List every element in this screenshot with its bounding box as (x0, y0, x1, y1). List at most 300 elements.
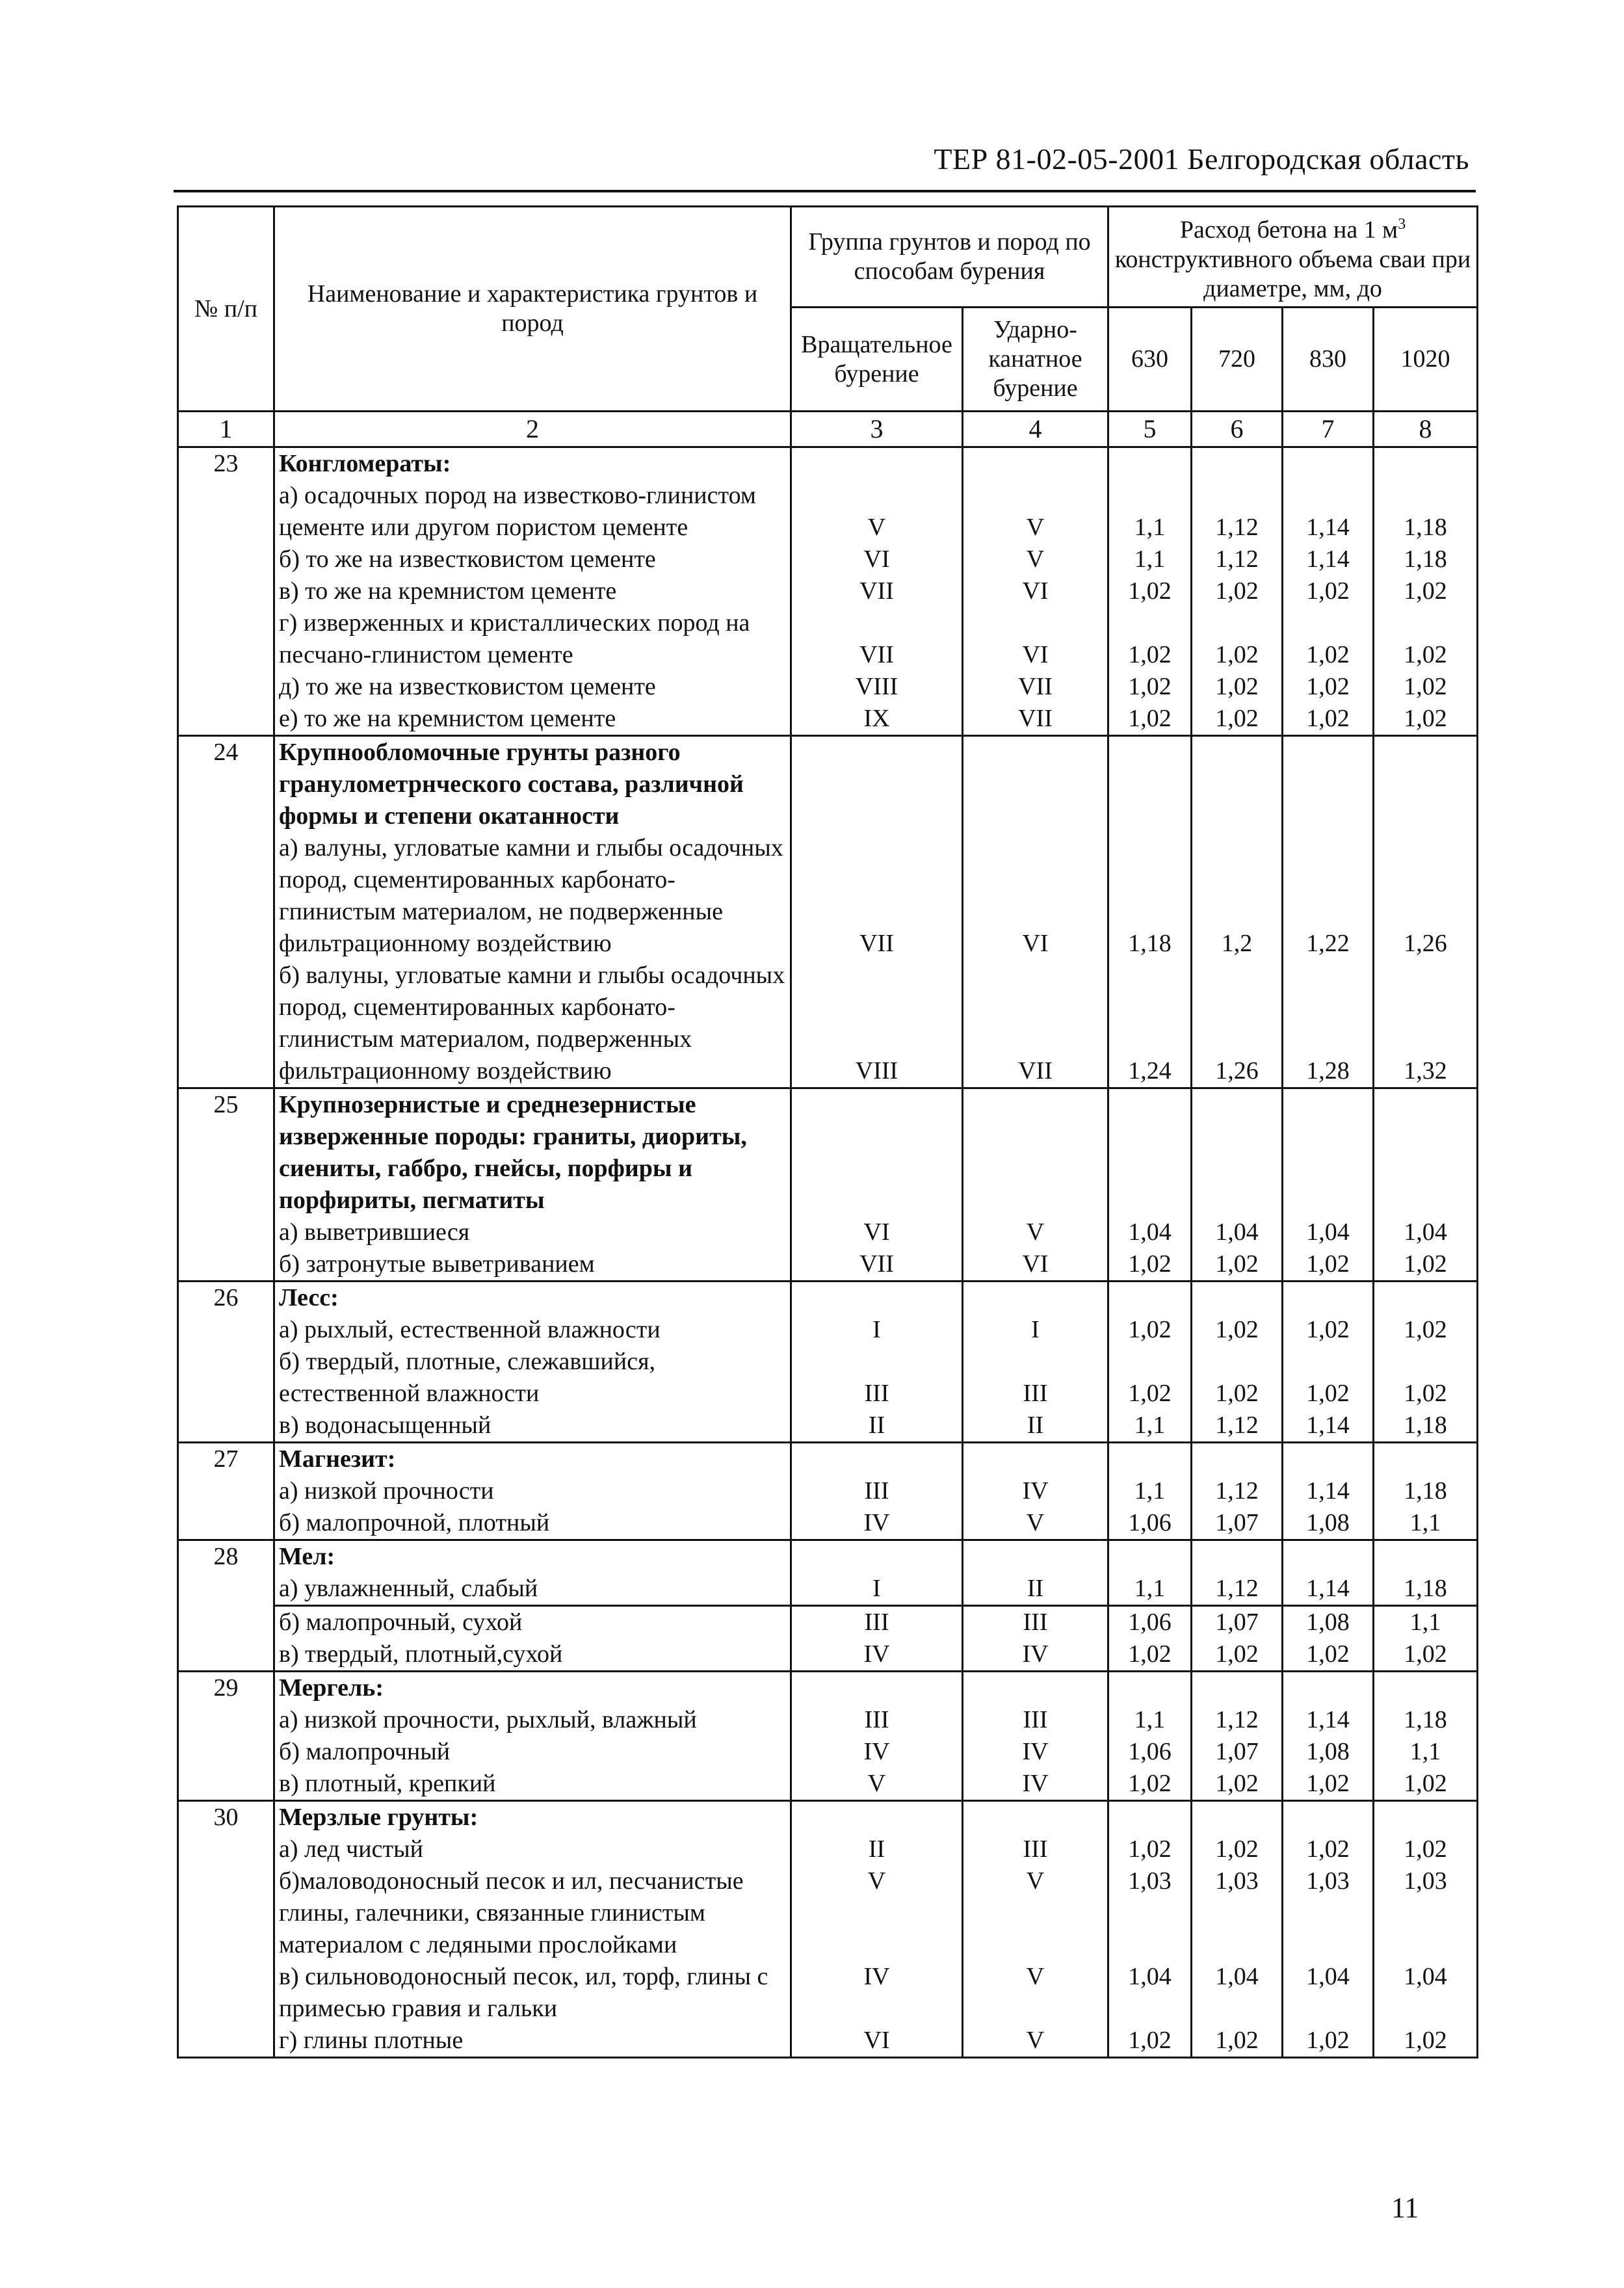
table-row (178, 1314, 1478, 1346)
num-cell (178, 1346, 274, 1410)
num-cell (178, 1961, 274, 2025)
table-row (178, 1704, 1478, 1736)
value-630: 1,1 (1108, 1475, 1192, 1507)
num-cell (178, 1704, 274, 1736)
head-concrete-prefix: Расход бетона на 1 м (1179, 216, 1398, 244)
rotary-group: III (791, 1606, 963, 1639)
column-numbers-row (178, 412, 1478, 447)
empty-cell (791, 1801, 963, 1834)
item-number: 24 (178, 736, 274, 833)
head-diam-630: 630 (1108, 308, 1192, 412)
value-630: 1,02 (1108, 1834, 1192, 1865)
empty-cell (1192, 1801, 1283, 1834)
empty-cell (1192, 736, 1283, 833)
value-830: 1,02 (1283, 1768, 1374, 1801)
value-630: 1,06 (1108, 1507, 1192, 1540)
empty-cell (1374, 1443, 1478, 1476)
group-title-row (178, 1801, 1478, 1834)
value-1020: 1,1 (1374, 1606, 1478, 1639)
rotary-group: IV (791, 1961, 963, 2025)
soil-name: б) малопрочной, плотный (274, 1507, 791, 1540)
value-830: 1,14 (1283, 1475, 1374, 1507)
colnum-4: 4 (963, 412, 1108, 447)
value-1020: 1,18 (1374, 1704, 1478, 1736)
value-720: 1,02 (1192, 575, 1283, 607)
value-720: 1,02 (1192, 703, 1283, 736)
empty-cell (1192, 1282, 1283, 1315)
rotary-group: V (791, 1865, 963, 1961)
num-cell (178, 1865, 274, 1961)
percussion-group: VII (963, 703, 1108, 736)
soil-name: в) водонасыщенный (274, 1410, 791, 1443)
value-720: 1,07 (1192, 1507, 1283, 1540)
colnum-2: 2 (274, 412, 791, 447)
soil-name: а) низкой прочности (274, 1475, 791, 1507)
value-1020: 1,02 (1374, 607, 1478, 671)
empty-cell (1108, 1672, 1192, 1705)
page-number: 11 (1391, 2192, 1419, 2224)
soil-name: г) глины плотные (274, 2025, 791, 2058)
value-630: 1,1 (1108, 1410, 1192, 1443)
value-630: 1,1 (1108, 544, 1192, 575)
percussion-group: IV (963, 1736, 1108, 1768)
empty-cell (791, 1672, 963, 1705)
empty-cell (1108, 1801, 1192, 1834)
percussion-group: I (963, 1314, 1108, 1346)
empty-cell (1283, 1282, 1374, 1315)
table-row (178, 1961, 1478, 2025)
empty-cell (963, 1282, 1108, 1315)
value-830: 1,02 (1283, 703, 1374, 736)
soil-name: а) выветрившиеся (274, 1216, 791, 1248)
table-row (178, 1865, 1478, 1961)
group-title-row (178, 736, 1478, 833)
group-title: Крупнообломочные грунты разного гранулометрнческого состава, различной формы и степени окатанности (279, 739, 744, 830)
value-830: 1,08 (1283, 1507, 1374, 1540)
value-630: 1,06 (1108, 1736, 1192, 1768)
value-830: 1,02 (1283, 607, 1374, 671)
value-720: 1,02 (1192, 1638, 1283, 1672)
value-830: 1,22 (1283, 832, 1374, 960)
percussion-group: VI (963, 832, 1108, 960)
group-title-row (178, 1088, 1478, 1217)
empty-cell (1283, 1088, 1374, 1217)
item-number: 23 (178, 447, 274, 480)
value-720: 1,02 (1192, 2025, 1283, 2058)
value-1020: 1,02 (1374, 1248, 1478, 1282)
value-720: 1,12 (1192, 480, 1283, 544)
value-630: 1,1 (1108, 480, 1192, 544)
value-720: 1,02 (1192, 1346, 1283, 1410)
soil-name: б) затронутые выветриванием (274, 1248, 791, 1282)
table-row (178, 1573, 1478, 1606)
document-header: ТЕР 81-02-05-2001 Белгородская область (934, 142, 1469, 176)
percussion-group: VI (963, 1248, 1108, 1282)
value-720: 1,12 (1192, 1704, 1283, 1736)
value-630: 1,02 (1108, 703, 1192, 736)
empty-cell (1108, 1540, 1192, 1573)
value-1020: 1,02 (1374, 703, 1478, 736)
num-cell (178, 1736, 274, 1768)
soil-name: д) то же на известковистом цементе (274, 671, 791, 703)
value-720: 1,02 (1192, 1768, 1283, 1801)
soil-name: б) малопрочный, сухой (274, 1606, 791, 1639)
item-number: 30 (178, 1801, 274, 1834)
value-1020: 1,18 (1374, 1410, 1478, 1443)
soil-name: в) твердый, плотный,сухой (274, 1638, 791, 1672)
item-number: 26 (178, 1282, 274, 1315)
value-630: 1,02 (1108, 1248, 1192, 1282)
num-cell (178, 832, 274, 960)
rotary-group: VII (791, 607, 963, 671)
value-630: 1,02 (1108, 2025, 1192, 2058)
rotary-group: VIII (791, 960, 963, 1088)
percussion-group: III (963, 1704, 1108, 1736)
percussion-group: VI (963, 575, 1108, 607)
num-cell (178, 1768, 274, 1801)
table-row (178, 1638, 1478, 1672)
table-row (178, 2025, 1478, 2058)
percussion-group: IV (963, 1768, 1108, 1801)
item-number: 25 (178, 1088, 274, 1217)
soil-group-23 (178, 447, 1478, 736)
group-title: Магнезит: (279, 1445, 396, 1473)
value-1020: 1,02 (1374, 575, 1478, 607)
group-title-row (178, 1672, 1478, 1705)
value-830: 1,03 (1283, 1865, 1374, 1961)
empty-cell (963, 1540, 1108, 1573)
group-title: Мергель: (279, 1674, 384, 1702)
rotary-group: III (791, 1704, 963, 1736)
table-row (178, 1768, 1478, 1801)
value-1020: 1,18 (1374, 1475, 1478, 1507)
value-720: 1,12 (1192, 1573, 1283, 1606)
empty-cell (1374, 1540, 1478, 1573)
item-number: 29 (178, 1672, 274, 1705)
percussion-group: VI (963, 607, 1108, 671)
soil-name: б) малопрочный (274, 1736, 791, 1768)
group-title-cell (274, 1282, 791, 1315)
empty-cell (963, 1801, 1108, 1834)
num-cell (178, 703, 274, 736)
table-row (178, 544, 1478, 575)
percussion-group: IV (963, 1475, 1108, 1507)
value-1020: 1,26 (1374, 832, 1478, 960)
value-1020: 1,18 (1374, 1573, 1478, 1606)
soil-name: в) то же на кремнистом цементе (274, 575, 791, 607)
rotary-group: I (791, 1573, 963, 1606)
group-title-cell (274, 736, 791, 833)
value-720: 1,07 (1192, 1606, 1283, 1639)
group-title: Лесс: (279, 1284, 339, 1311)
empty-cell (1192, 1672, 1283, 1705)
empty-cell (1374, 1282, 1478, 1315)
value-630: 1,02 (1108, 607, 1192, 671)
soil-name: а) валуны, угловатые камни и глыбы осадочных пород, сцементированных карбонато-гпинистым материалом, не подверженные фильтрационному воздействию (274, 832, 791, 960)
table-row (178, 1410, 1478, 1443)
soil-group-27 (178, 1443, 1478, 1540)
rotary-group: V (791, 1768, 963, 1801)
value-830: 1,08 (1283, 1736, 1374, 1768)
empty-cell (1374, 736, 1478, 833)
soil-group-26 (178, 1282, 1478, 1443)
rotary-group: II (791, 1410, 963, 1443)
group-title-cell (274, 1672, 791, 1705)
empty-cell (963, 1088, 1108, 1217)
value-630: 1,1 (1108, 1704, 1192, 1736)
rotary-group: VII (791, 575, 963, 607)
soil-name: е) то же на кремнистом цементе (274, 703, 791, 736)
value-630: 1,24 (1108, 960, 1192, 1088)
group-title: Конгломераты: (279, 450, 451, 477)
empty-cell (1374, 1801, 1478, 1834)
value-630: 1,04 (1108, 1961, 1192, 2025)
num-cell (178, 1475, 274, 1507)
value-630: 1,02 (1108, 1768, 1192, 1801)
empty-cell (1283, 1672, 1374, 1705)
percussion-group: V (963, 1507, 1108, 1540)
empty-cell (1283, 736, 1374, 833)
empty-cell (1192, 1540, 1283, 1573)
rotary-group: VII (791, 832, 963, 960)
value-720: 1,02 (1192, 1248, 1283, 1282)
percussion-group: V (963, 2025, 1108, 2058)
empty-cell (791, 1443, 963, 1476)
soil-name: б) валуны, угловатые камни и глыбы осадочных пород, сцементированных карбонато-глинистым материалом, подверженных фильтрационному воздействию (274, 960, 791, 1088)
value-830: 1,02 (1283, 575, 1374, 607)
percussion-group: VII (963, 960, 1108, 1088)
value-720: 1,02 (1192, 671, 1283, 703)
num-cell (178, 480, 274, 544)
value-830: 1,02 (1283, 1638, 1374, 1672)
value-630: 1,03 (1108, 1865, 1192, 1961)
value-1020: 1,02 (1374, 2025, 1478, 2058)
group-title-cell (274, 1540, 791, 1573)
value-830: 1,02 (1283, 1248, 1374, 1282)
percussion-group: V (963, 1961, 1108, 2025)
table-row (178, 607, 1478, 671)
group-title-row (178, 1540, 1478, 1573)
value-830: 1,08 (1283, 1606, 1374, 1639)
soil-name: а) низкой прочности, рыхлый, влажный (274, 1704, 791, 1736)
rotary-group: IV (791, 1507, 963, 1540)
table-row (178, 703, 1478, 736)
empty-cell (1192, 1088, 1283, 1217)
soil-name: в) плотный, крепкий (274, 1768, 791, 1801)
empty-cell (963, 447, 1108, 480)
value-830: 1,14 (1283, 544, 1374, 575)
empty-cell (1108, 447, 1192, 480)
percussion-group: IV (963, 1638, 1108, 1672)
head-group: Группа грунтов и пород по способам бурения (791, 207, 1108, 308)
rotary-group: III (791, 1346, 963, 1410)
num-cell (178, 1573, 274, 1606)
table-row (178, 671, 1478, 703)
value-1020: 1,1 (1374, 1507, 1478, 1540)
head-concrete (1108, 207, 1478, 308)
value-830: 1,28 (1283, 960, 1374, 1088)
rotary-group: I (791, 1314, 963, 1346)
rotary-group: IV (791, 1736, 963, 1768)
num-cell (178, 671, 274, 703)
rotary-group: IX (791, 703, 963, 736)
num-cell (178, 960, 274, 1088)
empty-cell (963, 1672, 1108, 1705)
value-720: 1,02 (1192, 607, 1283, 671)
num-cell (178, 1248, 274, 1282)
value-720: 1,04 (1192, 1961, 1283, 2025)
group-title-row (178, 1443, 1478, 1476)
value-630: 1,02 (1108, 1346, 1192, 1410)
value-720: 1,07 (1192, 1736, 1283, 1768)
value-830: 1,04 (1283, 1216, 1374, 1248)
percussion-group: V (963, 480, 1108, 544)
empty-cell (1283, 1443, 1374, 1476)
head-diam-830: 830 (1283, 308, 1374, 412)
table-row (178, 1507, 1478, 1540)
empty-cell (963, 1443, 1108, 1476)
value-630: 1,02 (1108, 575, 1192, 607)
empty-cell (791, 736, 963, 833)
empty-cell (791, 1282, 963, 1315)
value-830: 1,14 (1283, 1573, 1374, 1606)
value-630: 1,06 (1108, 1606, 1192, 1639)
percussion-group: III (963, 1606, 1108, 1639)
value-720: 1,02 (1192, 1834, 1283, 1865)
num-cell (178, 1606, 274, 1639)
value-1020: 1,04 (1374, 1216, 1478, 1248)
value-1020: 1,18 (1374, 480, 1478, 544)
colnum-5: 5 (1108, 412, 1192, 447)
value-720: 1,04 (1192, 1216, 1283, 1248)
value-1020: 1,04 (1374, 1961, 1478, 2025)
rotary-group: VI (791, 544, 963, 575)
empty-cell (791, 1088, 963, 1217)
soil-group-30 (178, 1801, 1478, 2058)
head-rotary: Вращательное бурение (791, 308, 963, 412)
value-630: 1,02 (1108, 1314, 1192, 1346)
empty-cell (791, 447, 963, 480)
percussion-group: V (963, 1865, 1108, 1961)
value-630: 1,18 (1108, 832, 1192, 960)
table-row (178, 832, 1478, 960)
num-cell (178, 1216, 274, 1248)
soil-name: б) твердый, плотные, слежавшийся, естественной влажности (274, 1346, 791, 1410)
head-num: № п/п (178, 207, 274, 412)
empty-cell (791, 1540, 963, 1573)
value-1020: 1,02 (1374, 1638, 1478, 1672)
soil-name: б) то же на известковистом цементе (274, 544, 791, 575)
group-title: Крупнозернистые и среднезернистые изверженные породы: граниты, диориты, сиениты, габбро, гнейсы, порфиры и порфириты, пегматиты (279, 1091, 747, 1214)
item-number: 27 (178, 1443, 274, 1476)
percussion-group: V (963, 1216, 1108, 1248)
table-row (178, 575, 1478, 607)
value-830: 1,02 (1283, 1314, 1374, 1346)
empty-cell (1283, 1540, 1374, 1573)
colnum-7: 7 (1283, 412, 1374, 447)
percussion-group: II (963, 1573, 1108, 1606)
value-1020: 1,02 (1374, 1346, 1478, 1410)
rotary-group: II (791, 1834, 963, 1865)
num-cell (178, 544, 274, 575)
empty-cell (1192, 447, 1283, 480)
value-1020: 1,02 (1374, 671, 1478, 703)
group-title-cell (274, 447, 791, 480)
table-row (178, 1475, 1478, 1507)
empty-cell (1374, 1672, 1478, 1705)
value-720: 1,2 (1192, 832, 1283, 960)
num-cell (178, 575, 274, 607)
percussion-group: II (963, 1410, 1108, 1443)
soil-concrete-table (177, 205, 1478, 2058)
empty-cell (1283, 1801, 1374, 1834)
value-830: 1,02 (1283, 2025, 1374, 2058)
table-row (178, 1606, 1478, 1639)
group-title: Мерзлые грунты: (279, 1804, 478, 1831)
group-title-row (178, 447, 1478, 480)
percussion-group: III (963, 1346, 1108, 1410)
rotary-group: III (791, 1475, 963, 1507)
soil-name: а) рыхлый, естественной влажности (274, 1314, 791, 1346)
soil-group-25 (178, 1088, 1478, 1282)
head-concrete-rest: конструктивного объема сваи при диаметре, мм, до (1114, 245, 1471, 302)
value-1020: 1,02 (1374, 1314, 1478, 1346)
empty-cell (1108, 1088, 1192, 1217)
colnum-1: 1 (178, 412, 274, 447)
soil-name: а) увлажненный, слабый (274, 1573, 791, 1606)
rotary-group: V (791, 480, 963, 544)
value-1020: 1,1 (1374, 1736, 1478, 1768)
value-720: 1,03 (1192, 1865, 1283, 1961)
table-row (178, 1834, 1478, 1865)
soil-group-29 (178, 1672, 1478, 1801)
colnum-8: 8 (1374, 412, 1478, 447)
rotary-group: VII (791, 1248, 963, 1282)
colnum-3: 3 (791, 412, 963, 447)
group-title-cell (274, 1088, 791, 1217)
value-1020: 1,03 (1374, 1865, 1478, 1961)
empty-cell (963, 736, 1108, 833)
table-row (178, 480, 1478, 544)
soil-group-24 (178, 736, 1478, 1088)
num-cell (178, 1638, 274, 1672)
header-rule (174, 190, 1476, 192)
value-630: 1,02 (1108, 1638, 1192, 1672)
value-830: 1,04 (1283, 1961, 1374, 2025)
colnum-6: 6 (1192, 412, 1283, 447)
value-830: 1,14 (1283, 480, 1374, 544)
empty-cell (1374, 1088, 1478, 1217)
rotary-group: VI (791, 2025, 963, 2058)
soil-group-28 (178, 1540, 1478, 1672)
group-title-cell (274, 1443, 791, 1476)
item-number: 28 (178, 1540, 274, 1573)
empty-cell (1108, 736, 1192, 833)
num-cell (178, 1314, 274, 1346)
head-name: Наименование и характеристика грунтов и пород (274, 207, 791, 412)
empty-cell (1283, 447, 1374, 480)
head-diam-720: 720 (1192, 308, 1283, 412)
table-row (178, 960, 1478, 1088)
value-630: 1,1 (1108, 1573, 1192, 1606)
value-830: 1,14 (1283, 1410, 1374, 1443)
soil-name: а) лед чистый (274, 1834, 791, 1865)
group-title: Мел: (279, 1543, 335, 1570)
empty-cell (1108, 1443, 1192, 1476)
value-720: 1,12 (1192, 544, 1283, 575)
value-720: 1,02 (1192, 1314, 1283, 1346)
table-row (178, 1346, 1478, 1410)
